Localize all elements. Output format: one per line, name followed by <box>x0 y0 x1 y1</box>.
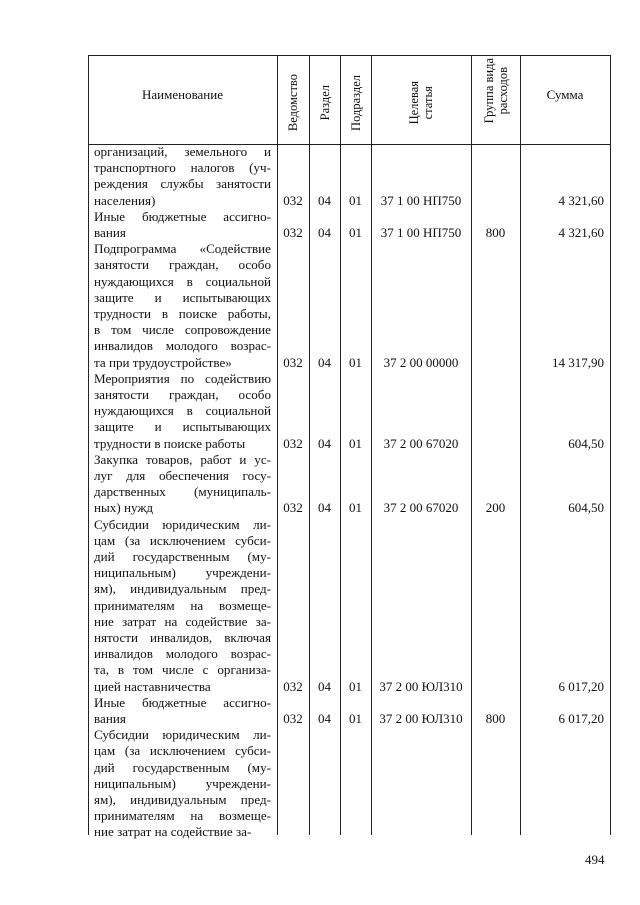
row-name-line: Иные бюджетные ассигно- <box>94 694 271 710</box>
cell-podrazdel: 01 <box>349 435 362 451</box>
cell-ved: 032 <box>283 225 303 240</box>
cell-podrazdel: 01 <box>349 225 362 240</box>
cell-razdel: 04 <box>318 225 331 240</box>
row-name-line: населения) <box>94 192 156 208</box>
cell-celevaya: 37 1 00 НП750 <box>380 192 462 208</box>
cell-podrazdel: 01 <box>349 192 362 208</box>
row-name <box>94 371 271 452</box>
row-name-line: трудности в поиске работы <box>94 435 246 451</box>
cell-razdel: 04 <box>318 711 331 726</box>
cell-celevaya: 37 2 00 67020 <box>383 500 459 516</box>
row-name <box>94 144 271 209</box>
cell-podrazdel: 01 <box>349 354 362 370</box>
row-name-line: вания <box>94 225 126 240</box>
row-name-line: ям), индивидуальным пред- <box>94 792 271 807</box>
row-name-line: Иные бюджетные ассигно- <box>94 208 271 224</box>
row-name-line: ниципальным) учреждени- <box>94 775 271 791</box>
row-name-line: организаций, земельного и <box>94 144 271 159</box>
row-name-line: принимателям на возмеще- <box>94 808 271 824</box>
row-name-line: транспортного налогов (уч- <box>94 160 271 176</box>
row-name <box>94 241 271 371</box>
col-border <box>88 55 89 835</box>
cell-summa: 4 321,60 <box>558 192 604 208</box>
row-name <box>94 517 271 695</box>
row-name-line: та, в том числе с организа- <box>94 662 271 678</box>
row-name-line: занятости граждан, особо <box>94 257 271 273</box>
col-border <box>610 55 611 835</box>
row-name-line: защите и испытывающих <box>94 419 271 435</box>
row-name-line: ных) нужд <box>94 500 154 516</box>
row-name-line: та при трудоустройстве» <box>94 354 232 370</box>
cell-razdel: 04 <box>318 192 331 208</box>
row-name-line: ние затрат на содействие за- <box>94 824 252 840</box>
cell-celevaya: 37 2 00 ЮЛ310 <box>379 678 463 694</box>
cell-celevaya: 37 2 00 67020 <box>383 435 459 451</box>
row-name-line: дий государственным (му- <box>94 549 271 564</box>
row-name-line: цам (за исключением субси- <box>94 532 271 548</box>
row-name <box>94 452 271 517</box>
cell-ved: 032 <box>283 435 303 451</box>
row-name-line: дий государственным (му- <box>94 759 271 775</box>
cell-ved: 032 <box>283 711 303 726</box>
cell-gruppa: 800 <box>485 711 506 726</box>
row-name-line: занятости граждан, особо <box>94 387 271 402</box>
header-celevaya: Целевая статья <box>407 80 435 125</box>
row-name-line: трудности в поиске работы, <box>94 306 271 321</box>
row-name-line: нуждающихся в социальной <box>94 403 271 419</box>
header-podrazdel: Подраздел <box>348 74 363 131</box>
cell-razdel: 04 <box>318 500 331 516</box>
table-top-border <box>88 55 610 56</box>
cell-summa: 604,50 <box>568 500 604 516</box>
cell-podrazdel: 01 <box>349 500 362 516</box>
row-name-line: инвалидов молодого возрас- <box>94 338 271 354</box>
row-name-line: Подпрограмма «Содействие <box>94 241 271 257</box>
row-name <box>94 695 271 727</box>
header-razdel: Раздел <box>317 84 332 121</box>
row-name-line: ям), индивидуальным пред- <box>94 581 271 597</box>
header-name: Наименование <box>142 87 223 102</box>
cell-summa: 6 017,20 <box>558 678 604 694</box>
cell-razdel: 04 <box>318 354 331 370</box>
row-name-line: цией наставничества <box>94 678 211 694</box>
cell-razdel: 04 <box>318 435 331 451</box>
row-name <box>94 727 271 840</box>
cell-razdel: 04 <box>318 678 331 694</box>
header-gruppa: Группа вида расходов <box>481 58 510 124</box>
row-name-line: нуждающихся в социальной <box>94 273 271 289</box>
row-name-line: в том числе сопровождение <box>94 322 271 338</box>
cell-ved: 032 <box>283 192 303 208</box>
row-name-line: Субсидии юридическим ли- <box>94 516 271 532</box>
page-number: 494 <box>585 852 605 867</box>
cell-ved: 032 <box>283 500 303 516</box>
cell-summa: 4 321,60 <box>558 225 604 240</box>
row-name-line: ниципальным) учреждени- <box>94 565 271 581</box>
row-name-line: Закупка товаров, работ и ус- <box>94 451 271 467</box>
cell-celevaya: 37 1 00 НП750 <box>380 225 462 240</box>
cell-podrazdel: 01 <box>349 678 362 694</box>
row-name-line: реждения службы занятости <box>94 176 271 192</box>
cell-summa: 604,50 <box>568 435 604 451</box>
cell-summa: 14 317,90 <box>552 354 604 370</box>
row-name-line: цам (за исключением субси- <box>94 743 271 759</box>
row-name-line: дарственных (муниципаль- <box>94 484 271 500</box>
cell-summa: 6 017,20 <box>558 711 604 726</box>
budget-table <box>88 55 610 840</box>
row-name-line: нятости инвалидов, включая <box>94 630 271 646</box>
row-name-line: защите и испытывающих <box>94 289 271 305</box>
row-name-line: луг для обеспечения госу- <box>94 468 271 483</box>
row-name-line: Субсидии юридическим ли- <box>94 727 271 743</box>
row-name-line: инвалидов молодого возрас- <box>94 646 271 662</box>
row-name-line: Мероприятия по содействию <box>94 370 271 386</box>
cell-gruppa: 800 <box>485 225 506 240</box>
header-summa: Сумма <box>546 87 584 102</box>
cell-ved: 032 <box>283 678 303 694</box>
cell-celevaya: 37 2 00 ЮЛ310 <box>379 711 463 726</box>
header-ved: Ведомство <box>286 73 300 132</box>
cell-celevaya: 37 2 00 00000 <box>383 354 459 370</box>
row-name-line: ние затрат на содействие за- <box>94 613 271 629</box>
cell-ved: 032 <box>283 354 303 370</box>
cell-podrazdel: 01 <box>349 711 362 726</box>
cell-gruppa: 200 <box>485 500 506 516</box>
row-name-line: принимателям на возмеще- <box>94 597 271 613</box>
row-name-line: вания <box>94 711 126 726</box>
row-name <box>94 209 271 241</box>
